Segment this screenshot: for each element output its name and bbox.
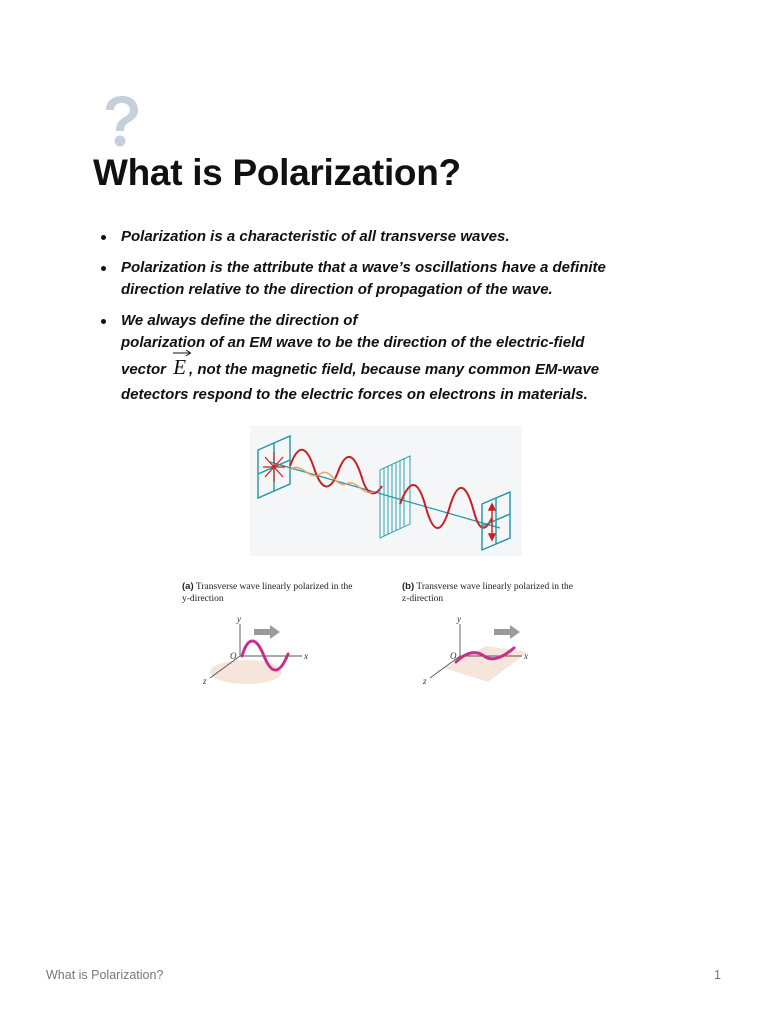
bullet-text: Polarization is a characteristic of all transverse waves. — [121, 228, 510, 245]
axis-label-x: x — [524, 651, 528, 661]
bullet-text: We always define the direction of — [121, 312, 358, 329]
vector-symbol: E — [173, 355, 187, 379]
bullet-item — [98, 226, 658, 248]
question-mark-icon — [100, 94, 144, 148]
caption-b-line2: z-direction — [402, 594, 444, 604]
axis-label-origin: O — [230, 651, 237, 661]
bullet-dot — [101, 319, 106, 324]
axes-diagram-b — [416, 612, 546, 692]
caption-b — [402, 581, 573, 605]
bullet-dot — [101, 266, 106, 271]
caption-a-line1: Transverse wave linearly polarized in the — [195, 582, 353, 592]
shadow-plane — [210, 660, 282, 684]
propagation-arrow-icon — [254, 625, 280, 639]
vector-line-after: , not the magnetic field, because many common EM-wave — [189, 361, 600, 378]
polarizer-wave-illustration — [250, 426, 522, 556]
caption-b-line1: Transverse wave linearly polarized in the — [416, 582, 573, 592]
bullet-text-with-vector — [121, 354, 658, 384]
page-title: What is Polarization? — [93, 152, 461, 193]
caption-a-line2: y-direction — [182, 594, 224, 604]
bullet-dot — [101, 235, 106, 240]
bullet-list — [98, 226, 658, 406]
page-number: 1 — [714, 968, 721, 982]
electric-field-vector — [170, 354, 189, 380]
propagation-arrow-icon — [494, 625, 520, 639]
caption-a-tag: (a) — [182, 581, 194, 592]
bullet-item — [98, 310, 658, 406]
bullet-text: polarization of an EM wave to be the direction of the electric-field — [121, 334, 585, 351]
bullet-text: direction relative to the direction of propagation of the wave. — [121, 281, 553, 298]
bullet-text: Polarization is the attribute that a wave’s oscillations have a definite — [121, 259, 606, 276]
vector-arrow-icon — [172, 348, 192, 358]
axis-label-x: x — [304, 651, 308, 661]
bullet-text: detectors respond to the electric forces on electrons in materials. — [121, 386, 588, 403]
axes-diagram-a — [196, 612, 326, 692]
axis-label-z: z — [203, 676, 207, 686]
axis-label-origin: O — [450, 651, 457, 661]
axis-label-z: z — [423, 676, 427, 686]
bullet-item — [98, 257, 658, 301]
shadow-plane — [444, 646, 528, 682]
caption-a — [182, 581, 352, 605]
footer-title: What is Polarization? — [46, 968, 164, 982]
axis-label-y: y — [237, 614, 241, 624]
caption-b-tag: (b) — [402, 581, 415, 592]
vector-line-before: vector — [121, 361, 171, 378]
figure-background — [250, 426, 522, 556]
axis-label-y: y — [457, 614, 461, 624]
